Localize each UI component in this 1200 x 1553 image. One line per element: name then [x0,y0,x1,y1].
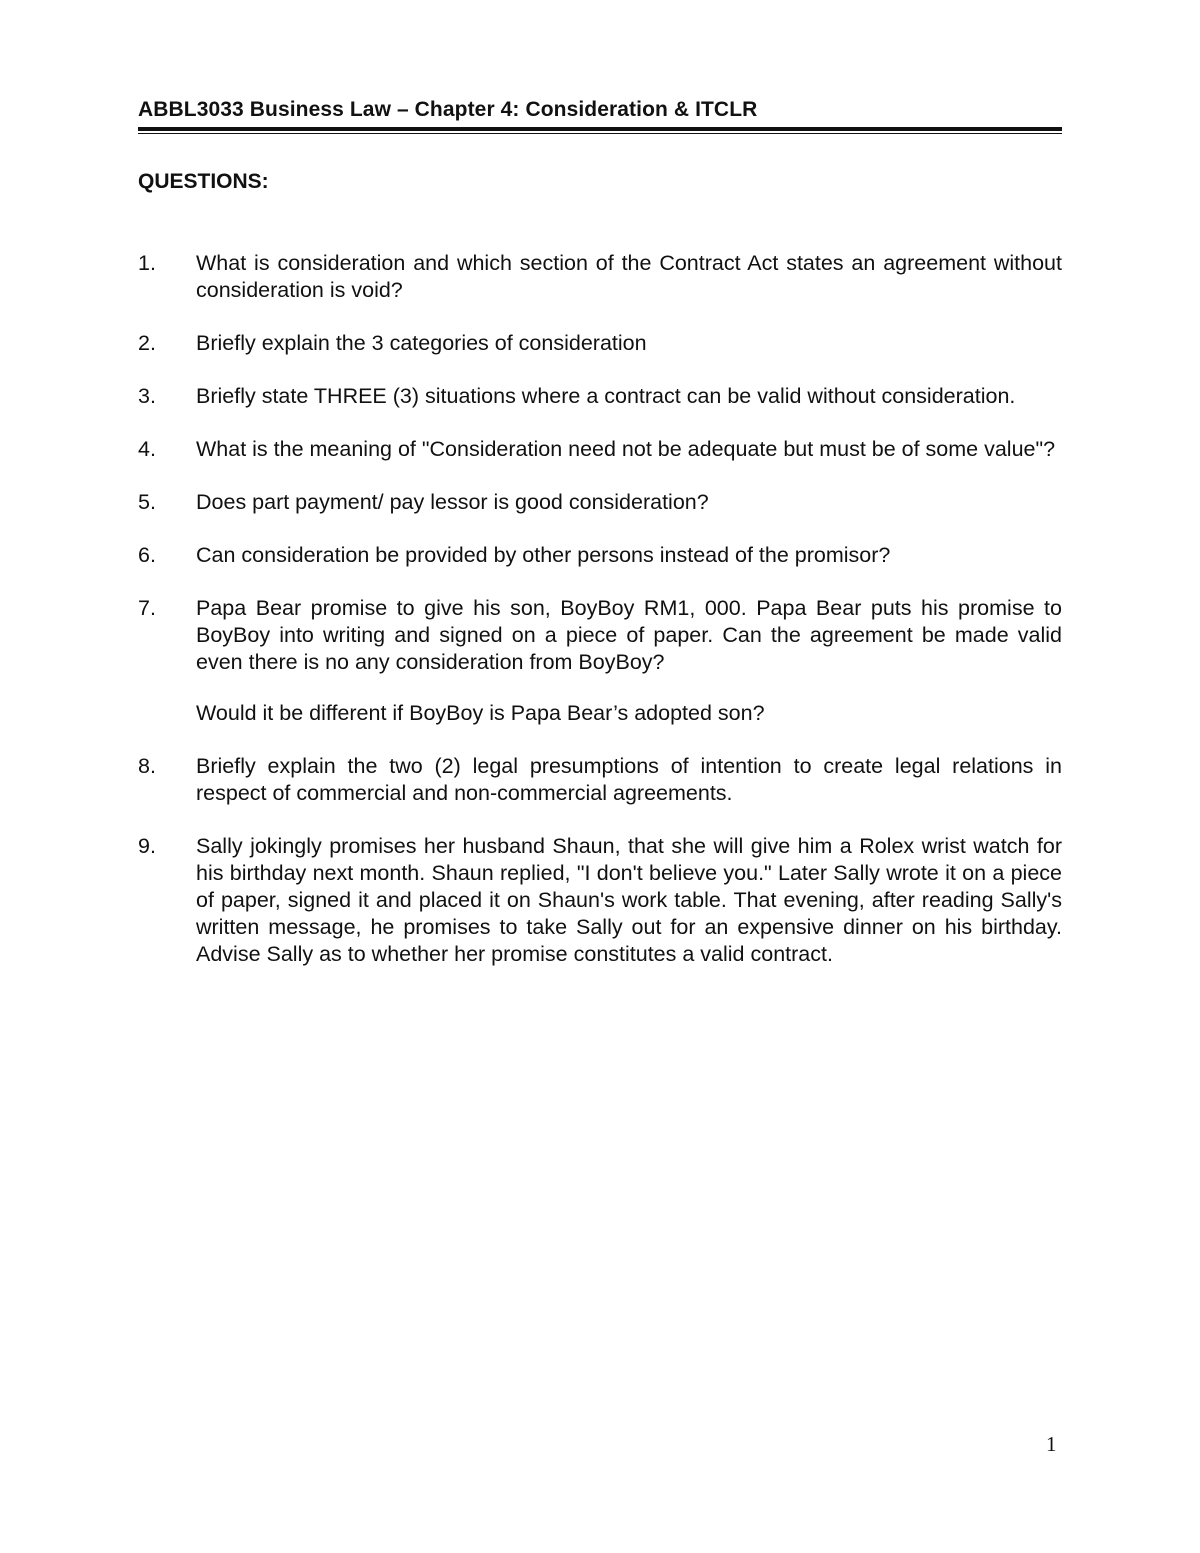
document-title: ABBL3033 Business Law – Chapter 4: Consideration & ITCLR [138,98,758,121]
page-number: 1 [1046,1432,1057,1456]
question-number: 7. [138,596,156,620]
question-5 [138,489,1062,516]
question-3 [138,383,1062,410]
question-number: 2. [138,331,156,355]
question-number: 3. [138,384,156,408]
question-7 [138,595,1062,727]
header-rule-thick [138,127,1062,131]
question-text: Briefly state THREE (3) situations where a contract can be valid without consideration. [196,384,1016,408]
question-text: What is consideration and which section of the Contract Act states an agreement without consideration is void? [196,251,1062,302]
question-text: Does part payment/ pay lessor is good consideration? [196,490,709,514]
question-4 [138,436,1062,463]
question-text: Briefly explain the 3 categories of consideration [196,331,647,355]
question-8 [138,753,1062,807]
question-number: 5. [138,490,156,514]
questions-heading: QUESTIONS: [138,170,269,193]
question-number: 9. [138,834,156,858]
question-list [138,250,1062,994]
question-9 [138,833,1062,968]
question-text: What is the meaning of "Consideration need not be adequate but must be of some value"? [196,437,1056,461]
question-2 [138,330,1062,357]
question-1 [138,250,1062,304]
question-text: Sally jokingly promises her husband Shaun, that she will give him a Rolex wrist watch for his birthday next month. Shaun replied, "I don't believe you." Later Sally wrote it on a piece of paper, signed it and placed it on Shaun's work table. That evening, after reading Sally's written message, he promises to take Sally out for an expensive dinner on his birthday. Advise Sally as to whether her promise constitutes a valid contract. [196,834,1062,966]
question-text: Can consideration be provided by other persons instead of the promisor? [196,543,891,567]
question-text: Papa Bear promise to give his son, BoyBoy RM1, 000. Papa Bear puts his promise to BoyBoy into writing and signed on a piece of paper. Can the agreement be made valid even there is no any consideration from BoyBoy? [196,596,1062,674]
question-number: 6. [138,543,156,567]
question-6 [138,542,1062,569]
question-number: 1. [138,251,156,275]
question-text: Briefly explain the two (2) legal presumptions of intention to create legal relations in respect of commercial and non-commercial agreements. [196,754,1062,805]
header-rule-thin [138,133,1062,134]
question-number: 4. [138,437,156,461]
question-followup-text: Would it be different if BoyBoy is Papa Bear’s adopted son? [196,701,765,725]
question-number: 8. [138,754,156,778]
